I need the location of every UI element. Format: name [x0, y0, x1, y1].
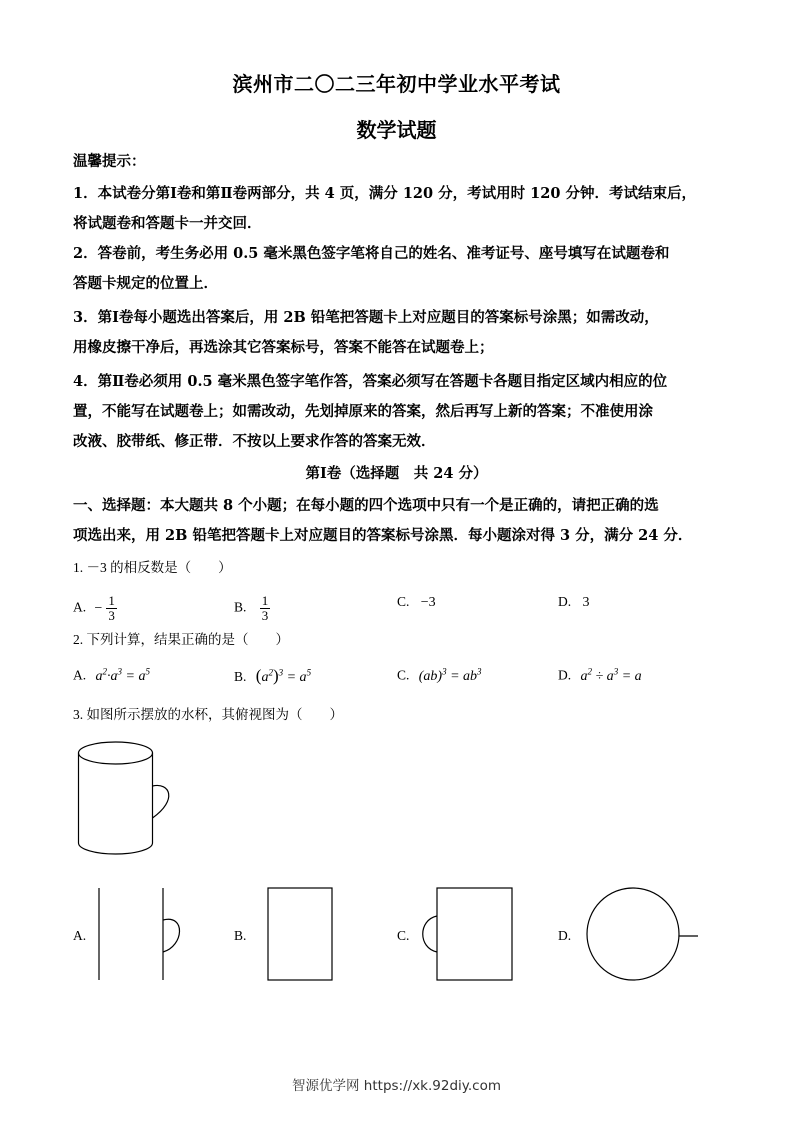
exam-title: 滨州市二〇二三年初中学业水平考试 — [232, 72, 561, 96]
notice-item-2-line-2: 答题卡规定的位置上． — [73, 275, 218, 292]
q2-option-c-label: C. — [397, 667, 410, 683]
q2-option-b — [234, 666, 311, 686]
q1-option-b-label: B. — [234, 599, 247, 615]
notice-item-2-line-1: 2．答卷前，考生务必用 0.5 毫米黑色签字笔将自己的姓名、准考证号、座号填写在试题卷和 — [73, 245, 670, 262]
notice-item-3-line-2: 用橡皮擦干净后，再选涂其它答案标号，答案不能答在试题卷上； — [73, 339, 494, 356]
q1-option-a-label: A. — [73, 599, 87, 615]
q3-option-c-figure — [418, 886, 518, 982]
section-1-instruction-line-2: 项选出来，用 2B 铅笔把答题卡上对应题目的答案标号涂黑．每小题涂对得 3 分，满分 24 分． — [73, 527, 693, 544]
q1-option-d — [558, 594, 590, 611]
notice-item-1-line-1: 1．本试卷分第Ⅰ卷和第Ⅱ卷两部分，共 4 页，满分 120 分，考试用时 120 分钟．考试结束后， — [73, 185, 697, 202]
section-1-heading: 第Ⅰ卷（选择题 共 24 分） — [305, 465, 488, 482]
q3-option-d-label: D. — [558, 928, 572, 943]
notice-item-4-line-2: 置，不能写在试题卷上；如需改动，先划掉原来的答案，然后再写上新的答案；不准使用涂 — [73, 403, 653, 420]
q2-option-d-formula: $a^2 \div a^3 = a$ — [580, 666, 642, 684]
q1-option-b-denominator: 3 — [261, 608, 269, 623]
question-2-stem: 2. 下列计算，结果正确的是（ ） — [73, 632, 289, 647]
q3-option-b-figure — [266, 886, 336, 982]
q2-option-b-formula: $(a^2)^3 = a^5$ — [255, 666, 312, 685]
mug-figure — [70, 732, 190, 862]
q3-option-a-figure — [94, 886, 189, 982]
q1-option-c — [397, 594, 436, 611]
q2-option-a — [73, 666, 150, 685]
q2-option-a-label: A. — [73, 667, 87, 683]
q3-option-d-figure — [584, 884, 704, 984]
notice-item-3-line-1: 3．第Ⅰ卷每小题选出答案后，用 2B 铅笔把答题卡上对应题目的答案标号涂黑；如需改动， — [73, 309, 659, 326]
notice-item-4-line-3: 改液、胶带纸、修正带．不按以上要求作答的答案无效． — [73, 433, 436, 450]
q1-option-a — [73, 594, 117, 623]
q1-option-d-label: D. — [558, 594, 572, 609]
q3-option-c-label: C. — [397, 928, 410, 943]
q1-option-a-sign: − — [93, 600, 103, 616]
question-1-stem: 1. －3 的相反数是（ ） — [73, 560, 232, 575]
q1-option-c-label: C. — [397, 594, 410, 609]
q1-option-a-numerator: 1 — [108, 593, 115, 608]
question-3-stem: 3. 如图所示摆放的水杯，其俯视图为（ ） — [73, 707, 343, 722]
footer-watermark: 智源优学网 https://xk.92diy.com — [292, 1078, 501, 1094]
q3-option-a-label: A. — [73, 928, 87, 943]
q1-option-b — [234, 594, 270, 623]
notice-item-4-line-1: 4．第Ⅱ卷必须用 0.5 毫米黑色签字笔作答，答案必须写在答题卡各题目指定区域内相应的位 — [73, 373, 668, 390]
q1-option-b-numerator: 1 — [261, 593, 269, 608]
exam-subtitle: 数学试题 — [356, 118, 437, 142]
q2-option-b-label: B. — [234, 669, 247, 684]
q1-option-a-fraction — [106, 594, 117, 623]
q1-option-b-fraction — [260, 594, 271, 623]
q1-option-d-value: 3 — [582, 595, 590, 610]
q2-option-a-formula: $a^2\cdot a^3 = a^5$ — [95, 666, 150, 684]
q2-option-d — [558, 666, 642, 685]
q1-option-a-denominator: 3 — [108, 608, 115, 623]
notice-heading: 温馨提示： — [73, 153, 146, 170]
notice-item-1-line-2: 将试题卷和答题卡一并交回． — [73, 215, 262, 232]
q2-option-d-label: D. — [558, 667, 572, 683]
section-1-instruction-line-1: 一、选择题：本大题共 8 个小题；在每小题的四个选项中只有一个是正确的，请把正确的选 — [73, 497, 659, 514]
q1-option-c-value: −3 — [420, 595, 436, 610]
q2-option-c-formula: $(ab)^3 = ab^3$ — [418, 666, 482, 684]
q3-option-b-label: B. — [234, 928, 247, 943]
q2-option-c — [397, 666, 482, 685]
